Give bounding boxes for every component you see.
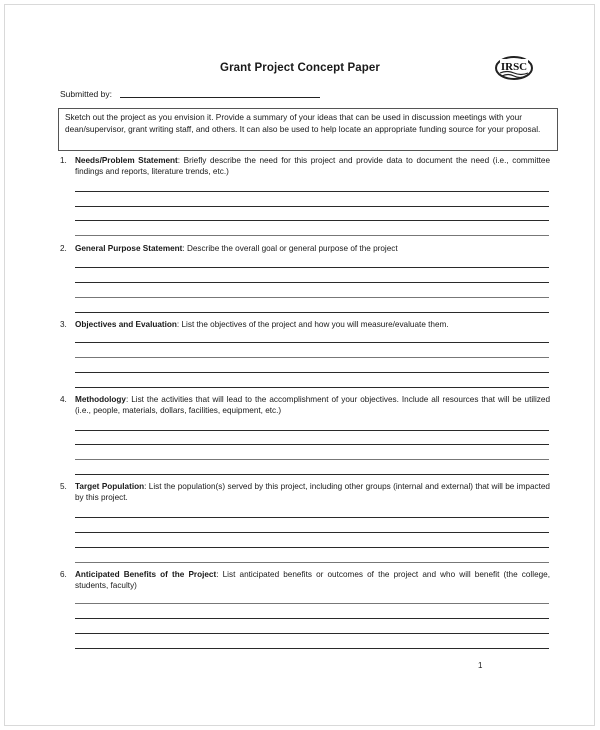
answer-line[interactable] [75,372,549,373]
section-description: : List anticipated benefits or outcomes of the project and who will benefit (the college, students, faculty) [75,570,550,591]
answer-line[interactable] [75,633,549,634]
answer-line[interactable] [75,282,549,283]
section-number: 6. [60,570,67,579]
page-number: 1 [478,661,483,670]
answer-line[interactable] [75,430,549,431]
document-title: Grant Project Concept Paper [220,62,380,74]
section-description: : List the objectives of the project and how you will measure/evaluate them. [176,320,449,329]
answer-line[interactable] [75,547,549,548]
answer-line[interactable] [75,648,549,649]
section-description: : Briefly describe the need for this project and provide data to document the need (i.e., committee findings and reports, literature trends, etc.) [75,156,550,177]
answer-line[interactable] [75,387,549,388]
section-description: : List the activities that will lead to the accomplishment of your objectives. Include all resources that will be utilized (i.e., people, materials, dollars, facilities, equipment, etc.) [75,395,550,416]
answer-line[interactable] [75,444,549,445]
section-number: 2. [60,244,67,253]
section-description: : Describe the overall goal or general purpose of the project [182,244,398,253]
section-heading: General Purpose Statement [75,244,183,253]
answer-line[interactable] [75,459,549,460]
submitted-by-label: Submitted by: [60,89,112,99]
answer-line[interactable] [75,603,549,604]
section-number: 1. [60,156,67,165]
section-heading: Anticipated Benefits of the Project [75,570,217,579]
section-number: 5. [60,482,67,491]
answer-line[interactable] [75,206,549,207]
answer-line[interactable] [75,342,549,343]
answer-line[interactable] [75,562,549,563]
answer-line[interactable] [75,357,549,358]
instructions-box: Sketch out the project as you envision it. Provide a summary of your ideas that can be used in discussion meetings with your dean/supervisor, grant writing staff, and others. It can also be used to help locate an appropriate funding source for your proposal. [58,108,558,151]
section-description: : List the population(s) served by this project, including other groups (internal and external) that will be impacted by this project. [75,482,550,503]
submitted-by-field[interactable] [120,97,320,98]
answer-line[interactable] [75,191,549,192]
section-heading: Needs/Problem Statement [75,156,178,165]
section-heading: Objectives and Evaluation [75,320,177,329]
answer-line[interactable] [75,517,549,518]
section-number: 4. [60,395,67,404]
answer-line[interactable] [75,618,549,619]
section-heading: Methodology [75,395,126,404]
answer-line[interactable] [75,297,549,298]
answer-line[interactable] [75,220,549,221]
section-number: 3. [60,320,67,329]
answer-line[interactable] [75,312,549,313]
answer-line[interactable] [75,474,549,475]
section-heading: Target Population [75,482,145,491]
irsc-logo-icon [494,55,534,83]
answer-line[interactable] [75,235,549,236]
svg-text:IRSC: IRSC [500,61,528,73]
answer-line[interactable] [75,267,549,268]
answer-line[interactable] [75,532,549,533]
